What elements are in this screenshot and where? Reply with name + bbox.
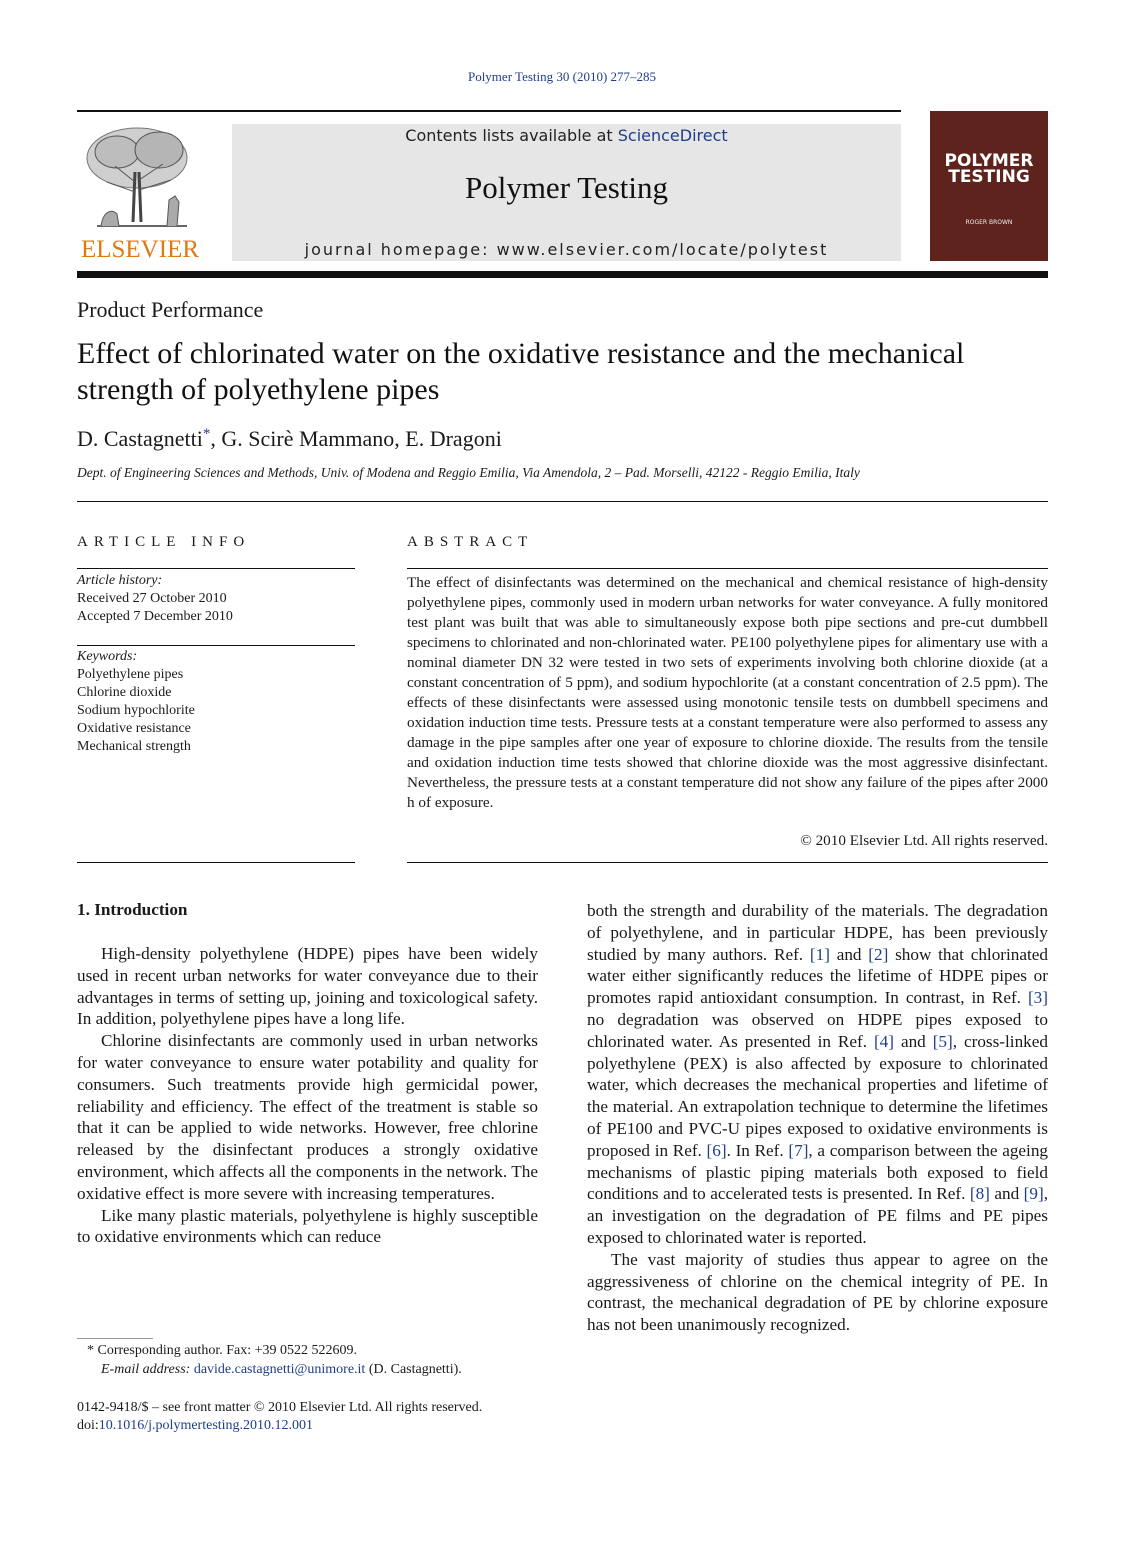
corresponding-author-marker[interactable]: * — [202, 426, 211, 442]
body-text: and — [989, 1184, 1024, 1204]
keyword: Sodium hypochlorite — [77, 703, 195, 718]
article-title: Effect of chlorinated water on the oxidative resistance and the mechanical strength of polyethylene pipes — [77, 337, 965, 406]
article-section: Product Performance — [77, 297, 264, 322]
body-text: and — [829, 944, 869, 964]
cover-title-line2: TESTING — [948, 167, 1030, 187]
cover-title-line1: POLYMER — [944, 151, 1034, 171]
body-text: both the strength and durability of the materials. The degradation of polyethylene, and in particular HDPE, has been previously studied by many authors. Ref. — [587, 901, 1048, 964]
doi-link[interactable]: 10.1016/j.polymertesting.2010.12.001 — [98, 1418, 314, 1433]
article-info-heading: ARTICLE INFO — [77, 534, 251, 550]
journal-banner — [232, 124, 901, 261]
body-text: and — [894, 1031, 933, 1051]
journal-reference[interactable]: Polymer Testing 30 (2010) 277–285 — [467, 69, 657, 84]
elsevier-logo — [77, 122, 203, 262]
accepted-date: Accepted 7 December 2010 — [77, 609, 233, 624]
citation-link[interactable]: [5] — [932, 1031, 953, 1051]
footnote-corresponding-text: Corresponding author. Fax: +39 0522 522609. — [94, 1343, 357, 1358]
author-list — [77, 426, 502, 452]
doi-prefix: doi: — [77, 1418, 99, 1433]
doi-line — [77, 1418, 313, 1434]
article-info-rule-bottom — [77, 862, 355, 863]
body-text: , a comparison between the ageing mechanisms of plastic piping materials both exposed to field conditions and to accelerated tests is presented. In Ref. — [587, 1140, 1049, 1204]
body-text: . In Ref. — [726, 1140, 789, 1160]
body-paragraph: Like many plastic materials, polyethylene is highly susceptible to oxidative environments which can reduce — [77, 1205, 538, 1247]
body-text: , cross-linked polyethylene (PEX) is also affected by exposure to chlorinated water, which decreases the mechanical properties and lifetime of the material. An extrapolation technique to determine the lifetimes of PE100 and PVC-U pipes exposed to oxidative environments is proposed in Ref. — [587, 1031, 1048, 1160]
keywords-label: Keywords: — [77, 649, 138, 664]
cover-title — [930, 153, 1048, 185]
body-text: show that chlorinated water either significantly reduces the lifetime of HDPE pipes or promotes rapid antioxidant consumption. In contrast, in Ref. — [587, 944, 1049, 1008]
article-info-rule-middle — [77, 645, 355, 646]
citation-link[interactable]: [7] — [788, 1140, 809, 1160]
journal-homepage[interactable]: journal homepage: www.elsevier.com/locate/polytest — [304, 240, 829, 259]
footnote-corresponding — [87, 1341, 567, 1360]
citation-link[interactable]: [2] — [868, 944, 889, 964]
body-paragraph: The vast majority of studies thus appear to agree on the aggressiveness of chlorine on the chemical integrity of PE. In contrast, the mechanical degradation of PE by chlorine exposure has not been unanimously recognized. — [587, 1249, 1048, 1335]
keyword: Oxidative resistance — [77, 721, 191, 736]
body-paragraph — [587, 900, 1048, 1249]
citation-link[interactable]: [8] — [969, 1184, 990, 1204]
citation-link[interactable]: [6] — [706, 1140, 727, 1160]
abstract-heading: ABSTRACT — [407, 534, 534, 550]
header-thick-rule — [77, 271, 1048, 278]
footnote-email — [101, 1360, 581, 1379]
journal-name: Polymer Testing — [464, 170, 669, 205]
citation-link[interactable]: [4] — [873, 1031, 894, 1051]
footnote-star: * — [87, 1343, 94, 1358]
first-author[interactable]: D. Castagnetti — [77, 426, 203, 451]
email-link[interactable]: davide.castagnetti@unimore.it — [193, 1362, 366, 1377]
affiliation-rule — [77, 501, 1048, 502]
citation-link[interactable]: [3] — [1027, 988, 1048, 1008]
introduction-heading: 1. Introduction — [77, 900, 188, 919]
email-suffix: (D. Castagnetti). — [365, 1362, 462, 1377]
keyword: Mechanical strength — [77, 739, 191, 754]
abstract-copyright: © 2010 Elsevier Ltd. All rights reserved. — [800, 832, 1048, 849]
elsevier-wordmark: ELSEVIER — [80, 236, 200, 263]
keyword: Polyethylene pipes — [77, 667, 184, 682]
contents-prefix: Contents lists available at — [405, 126, 618, 145]
journal-cover — [930, 111, 1048, 261]
received-date: Received 27 October 2010 — [77, 591, 227, 606]
article-info-rule-top — [77, 568, 355, 569]
affiliation: Dept. of Engineering Sciences and Methods, Univ. of Modena and Reggio Emilia, Via Amendola, 2 – Pad. Morselli, 42122 - Reggio Emilia, Italy — [77, 465, 860, 480]
sciencedirect-link[interactable]: ScienceDirect — [617, 126, 728, 145]
keyword: Chlorine dioxide — [77, 685, 172, 700]
body-left-column — [77, 943, 538, 1248]
contents-line — [232, 126, 901, 145]
elsevier-tree-icon — [77, 122, 203, 234]
body-paragraph: Chlorine disinfectants are commonly used in urban networks for water conveyance to ensure water potability and quality for consumers. Such treatments provide high germicidal power, reliability and efficiency. The effect of the treatment is stable so that it can be applied to wide networks. However, free chlorine released by the disinfectant produces a strongly oxidative environment, which affects all the components in the network. The oxidative effect is more severe with increasing temperatures. — [77, 1031, 538, 1203]
cover-editor: ROGER BROWN — [965, 219, 1013, 226]
citation-link[interactable]: [9] — [1023, 1184, 1044, 1204]
history-label: Article history: — [77, 573, 163, 588]
email-label: E-mail address: — [101, 1362, 191, 1377]
issn-line: 0142-9418/$ – see front matter © 2010 Elsevier Ltd. All rights reserved. — [77, 1400, 483, 1415]
keywords-block — [77, 648, 355, 756]
body-text: no degradation was observed on HDPE pipes exposed to chlorinated water. As presented in Ref. — [587, 1009, 1048, 1051]
footnote-rule — [77, 1338, 153, 1339]
abstract-text: The effect of disinfectants was determined on the mechanical and chemical resistance of high-density polyethylene pipes, commonly used in modern urban networks for water conveyance. A fully monitored test plant was built that was able to simultaneously expose both pipe sections and pre-cut dumbbell specimens to chlorinated and non-chlorinated water. PE100 polyethylene pipes for alimentary use with a nominal diameter DN 32 were tested in two sets of experiments involving both chlorine dioxide (at a constant concentration of 5 ppm), and sodium hypochlorite (at a constant concentration of 2.5 ppm). The effects of these disinfectants were assessed using monotonic tensile tests on dumbbell specimens and oxidation induction time tests. Pressure tests at a constant temperature were also performed to assess any damage in the pipe samples after one year of exposure to chlorine dioxide. The results from the tensile and oxidation induction time tests showed that chlorine dioxide was the most aggressive disinfectant. Nevertheless, the pressure tests at a constant temperature did not show any failure of the pipes after 2000 h of exposure. — [407, 574, 1048, 811]
abstract-rule-top — [407, 568, 1048, 569]
body-text: , an investigation on the degradation of PE films and PE pipes exposed to chlorinated water is reported. — [587, 1184, 1048, 1247]
citation-link[interactable]: [1] — [809, 944, 830, 964]
article-history — [77, 572, 355, 626]
abstract-rule-bottom — [407, 862, 1048, 863]
header-rule — [77, 110, 901, 112]
body-paragraph: High-density polyethylene (HDPE) pipes have been widely used in recent urban networks for water conveyance due to their advantages in terms of setting up, joining and toxicological safety. In addition, polyethylene pipes have a long life. — [77, 944, 538, 1029]
other-authors: , G. Scirè Mammano, E. Dragoni — [210, 426, 502, 451]
body-right-column — [587, 900, 1048, 1336]
